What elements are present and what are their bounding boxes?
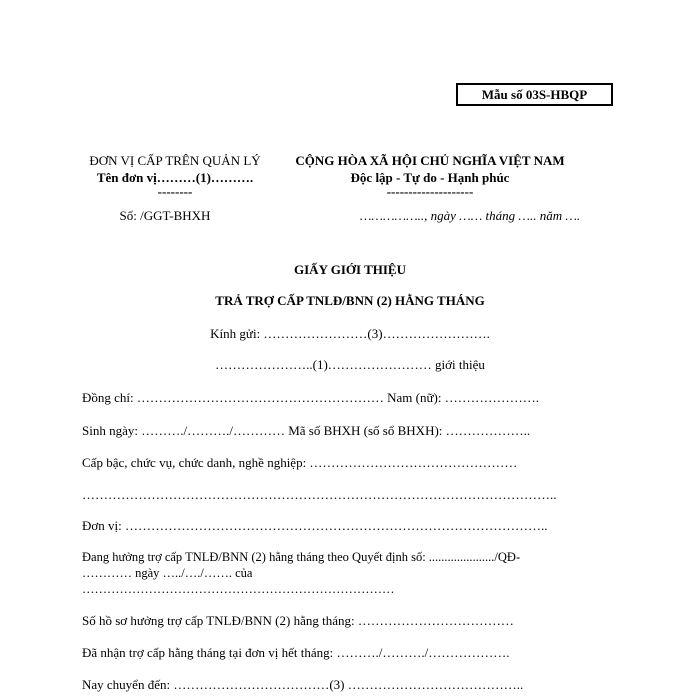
right-divider: --------------------: [386, 184, 474, 199]
field-decision-line3: …………………………………………………………………: [82, 582, 395, 596]
document-title: GIẤY GIỚI THIỆU: [294, 262, 406, 277]
form-code-box: [456, 83, 613, 106]
field-decision-line1: Đang hưởng trợ cấp TNLĐ/BNN (2) hằng tháng theo Quyết định số: ...................../QĐ-: [82, 550, 521, 564]
field-received-until: Đã nhận trợ cấp hằng tháng tại đơn vị hết tháng: ………./………./……………….: [82, 645, 510, 660]
intro-line: …………………..(1)…………………… giới thiệu: [215, 357, 485, 372]
left-unit-name: Tên đơn vị………(1)……….: [96, 170, 254, 185]
left-divider: --------: [157, 184, 193, 199]
field-rank-continuation: ………………………………………………………………………………………………..: [82, 487, 557, 502]
field-rank-position: Cấp bậc, chức vụ, chức danh, nghề nghiệp: …………………………………………: [82, 455, 518, 470]
field-birth-and-insurance: Sinh ngày: ………./………./………… Mã số BHXH (số sổ BHXH): ………………..: [82, 423, 531, 438]
field-transfer-to: Nay chuyển đến: ………………………………(3) …………………………………..: [82, 677, 524, 692]
left-agency-heading: ĐƠN VỊ CẤP TRÊN QUẢN LÝ: [89, 153, 261, 168]
national-title: CỘNG HÒA XÃ HỘI CHỦ NGHĨA VIỆT NAM: [295, 153, 565, 168]
document-subtitle: TRẢ TRỢ CẤP TNLĐ/BNN (2) HẰNG THÁNG: [215, 293, 485, 308]
field-file-number: Số hồ sơ hưởng trợ cấp TNLĐ/BNN (2) hằng tháng: ………………………………: [82, 613, 514, 628]
document-number: Số: /GGT-BHXH: [119, 208, 211, 223]
form-code: Mẫu số 03S-HBQP: [481, 86, 588, 102]
field-decision-line2: ………… ngày …../…./……. của: [82, 566, 253, 580]
greeting-line: Kính gửi: ……………………(3)…………………….: [210, 326, 490, 341]
field-comrade: Đồng chí: ………………………………………………… Nam (nữ): ………………….: [82, 390, 539, 405]
national-motto: Độc lập - Tự do - Hạnh phúc: [350, 170, 510, 185]
date-line: …………….., ngày …… tháng ….. năm ….: [359, 208, 581, 223]
field-unit: Đơn vị: ……………………………………………………………………………………..: [82, 518, 548, 533]
